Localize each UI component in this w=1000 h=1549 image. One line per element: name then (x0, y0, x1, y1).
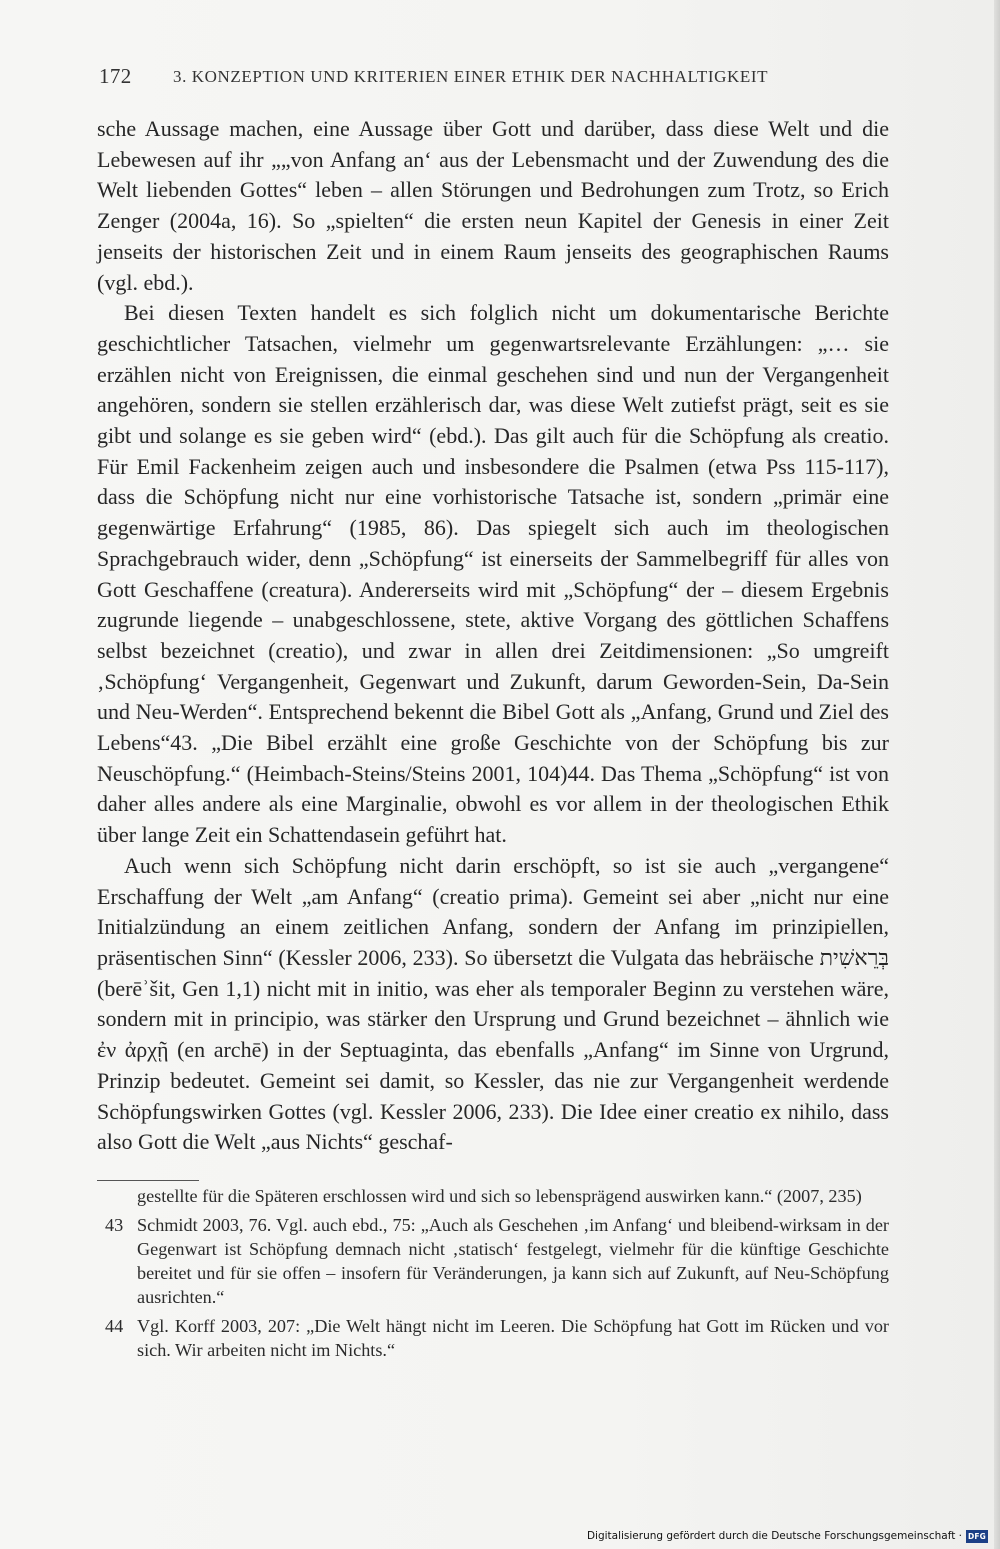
dfg-logo-icon: DFG (967, 1531, 987, 1541)
paragraph: Auch wenn sich Schöpfung nicht darin erschöpft, so ist sie auch „vergangene“ Erschaffung der Welt „am Anfang“ (creatio prima). Gemeint sei aber „nicht nur eine Initialzündung an einem zeitlichen Anfang, sondern der Anfang im prinzipiellen, präsentischen Sinn“ (Kessler 2006, 233). So übersetzt die Vulgata das hebräische בְּרֵאשִׁית (berēʾšit, Gen 1,1) nicht mit in initio, was eher als temporaler Beginn zu verstehen wäre, sondern mit in principio, was stärker den Ursprung und Grund bezeichnet – ähnlich wie ἐν ἀρχῇ (en archē) in der Septuaginta, das ebenfalls „Anfang“ im Sinne von Urgrund, Prinzip bedeutet. Gemeint sei damit, so Kessler, das nie zur Vergangenheit werdende Schöpfungswirken Gottes (vgl. Kessler 2006, 233). Die Idee einer creatio ex nihilo, dass also Gott die Welt „aus Nichts“ geschaf- (97, 852, 889, 1155)
footnotes (97, 1184, 889, 1367)
running-title: 3. KONZEPTION UND KRITERIEN EINER ETHIK DER NACHHALTIGKEIT (173, 67, 769, 86)
page-edge (994, 0, 1000, 1549)
body-text (97, 114, 889, 1158)
paragraph: Bei diesen Texten handelt es sich folglich nicht um dokumentarische Berichte geschichtlicher Tatsachen, vielmehr um gegenwartsrelevante Erzählungen: „… sie erzählen nicht von Ereignissen, die einmal geschehen sind und nun der Vergangenheit angehören, sondern sie stellen erzählerisch dar, was diese Welt zutiefst prägt, seit es sie gibt und solange es sie geben wird“ (ebd.). Das gilt auch für die Schöpfung als creatio. Für Emil Fackenheim zeigen auch und insbesondere die Psalmen (etwa Pss 115-117), dass die Schöpfung nicht nur eine vorhistorische Tatsache ist, sondern „primär eine gegenwärtige Erfahrung“ (1985, 86). Das spiegelt sich auch im theologischen Sprachgebrauch wider, denn „Schöpfung“ ist einerseits der Sammelbegriff für alles von Gott Geschaffene (creatura). Andererseits wird mit „Schöpfung“ der – diesem Ergebnis zugrunde liegende – unabgeschlossene, stete, aktive Vorgang des göttlichen Schaffens selbst bezeichnet (creatio), und zwar in allen drei Zeitdimensionen: „So umgreift ‚Schöpfung‘ Vergangenheit, Gegenwart und Zukunft, darum Geworden-Sein, Da-Sein und Neu-Werden“. Entsprechend bekennt die Bibel Gott als „Anfang, Grund und Ziel des Lebens“43. „Die Bibel erzählt eine große Geschichte von der Schöpfung bis zur Neuschöpfung.“ (Heimbach-Steins/Steins 2001, 104)44. Das Thema „Schöpfung“ ist von daher alles andere als eine Marginalie, obwohl es vor allem in der theologischen Ethik über lange Zeit ein Schattendasein geführt hat. (97, 300, 889, 848)
footnote-text: gestellte für die Späteren erschlossen wird und sich so lebensprägend auswirken kann.“ (2007, 235) (137, 1186, 862, 1206)
footnote-43 (97, 1213, 889, 1309)
page-number: 172 (99, 64, 132, 88)
footnote-text: Schmidt 2003, 76. Vgl. auch ebd., 75: „Auch als Geschehen ‚im Anfang‘ und bleibend-wirksam in der Gegenwart ist Schöpfung demnach nicht ‚statisch‘ festgelegt, vielmehr für die künftige Geschichte bereitet und für sie offen – insofern für Veränderungen, ja kann sich auf Zukunft, auf Neu-Schöpfung ausrichten.“ (137, 1215, 889, 1307)
footnote-number: 43 (105, 1215, 124, 1235)
footnote-text: Vgl. Korff 2003, 207: „Die Welt hängt nicht im Leeren. Die Schöpfung hat Gott im Rücken und vor sich. Wir arbeiten nicht im Nichts.“ (137, 1316, 889, 1360)
credit-text: Digitalisierung gefördert durch die Deutsche Forschungsgemeinschaft · (586, 1530, 962, 1542)
footnote-number: 44 (105, 1316, 124, 1336)
digitization-credit (587, 1528, 988, 1544)
footnote-44 (97, 1314, 889, 1362)
footnote-separator (97, 1180, 199, 1181)
page-header (97, 64, 897, 92)
paragraph: sche Aussage machen, eine Aussage über Gott und darüber, dass diese Welt und die Lebewesen auf ihr „„von Anfang an‘ aus der Lebensmacht und der Zuwendung des die Welt liebenden Gottes“ leben – allen Störungen und Bedrohungen zum Trotz, so Erich Zenger (2004a, 16). So „spielten“ die ersten neun Kapitel der Genesis in einer Zeit jenseits der historischen Zeit und in einem Raum jenseits des geographischen Raums (vgl. ebd.). (97, 116, 889, 295)
footnote-continued (97, 1184, 889, 1208)
